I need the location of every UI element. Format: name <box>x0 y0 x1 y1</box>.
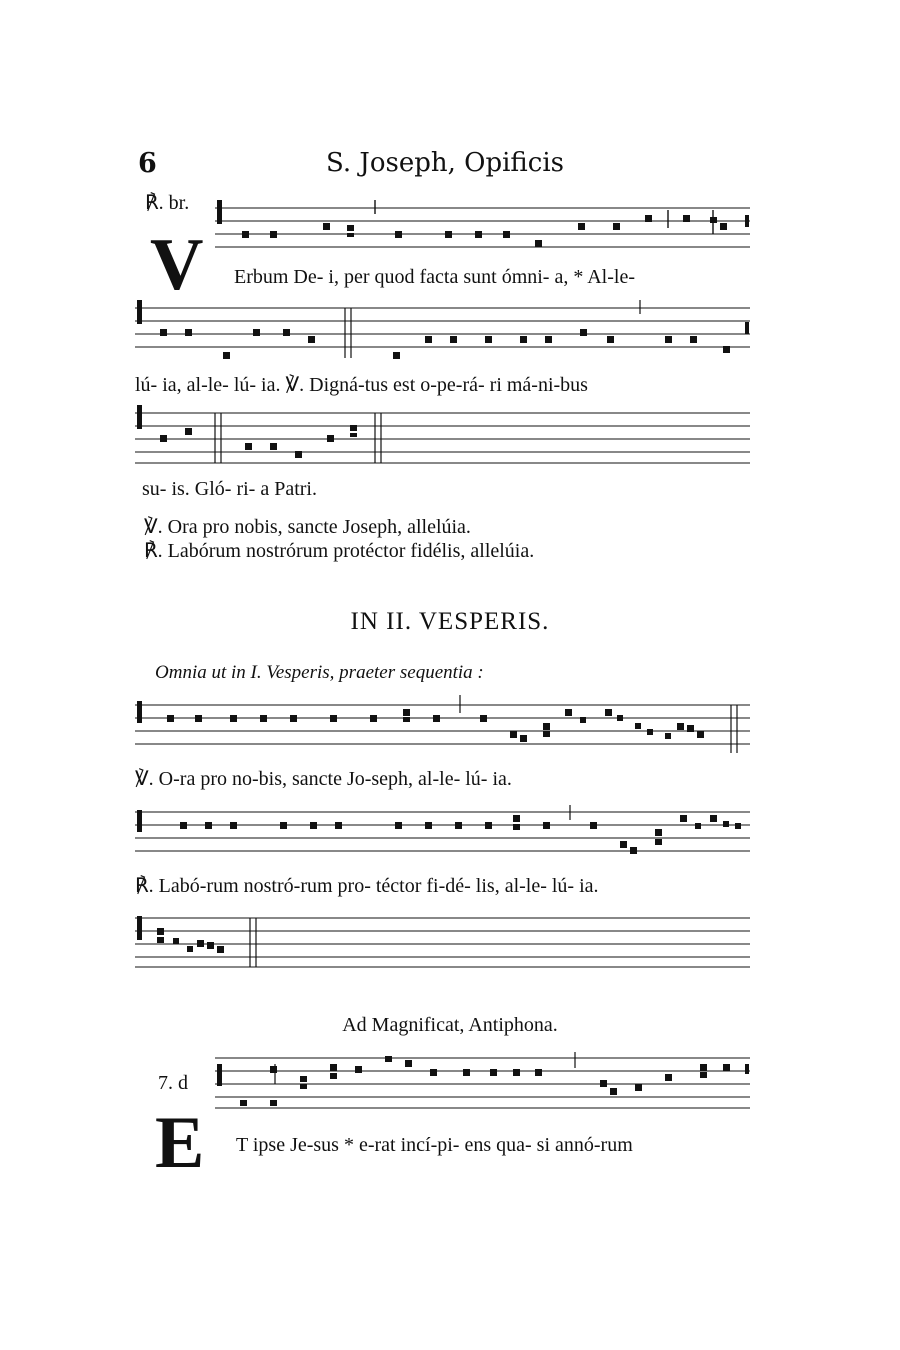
lyric-line: ℣. O-ra pro no-bis, sancte Jo-seph, al-le- lú- ia. <box>135 768 512 790</box>
staff-antiphon <box>215 1052 750 1114</box>
section-heading: IN II. VESPERIS. <box>350 608 550 635</box>
staff-responsory-3 <box>135 405 750 467</box>
responsory-mode: ℟. br. <box>145 192 190 214</box>
page-title: S. Joseph, Opificis <box>326 148 564 178</box>
lyric-line: su- is. Gló- ri- a Patri. <box>142 478 317 500</box>
lyric-line: Erbum De- i, per quod facta sunt ómni- a, * Al-le- <box>234 266 635 288</box>
staff-responsory-1 <box>215 200 750 260</box>
lyric-line: lú- ia, al-le- lú- ia. ℣. Digná-tus est o-pe-rá- ri má-ni-bus <box>135 374 588 396</box>
staff-versicle <box>135 695 750 757</box>
staff-response <box>135 805 750 867</box>
lyric-line: T ipse Je-sus * e-rat incí-pi- ens qua- si annó-rum <box>236 1134 633 1156</box>
staff-responsory-2 <box>135 300 750 360</box>
responsory-initial: V <box>150 224 204 306</box>
page-number: 6 <box>138 148 157 179</box>
antiphon-initial: E <box>155 1102 205 1184</box>
lyric-line: ℟. Labó-rum nostró-rum pro- téctor fi-dé- lis, al-le- lú- ia. <box>135 875 599 897</box>
antiphon-mode: 7. d <box>158 1072 188 1094</box>
response-text: ℟. Labórum nostrórum protéctor fidélis, allelúia. <box>144 540 535 562</box>
staff-ending <box>135 912 750 974</box>
rubric: Omnia ut in I. Vesperis, praeter sequentia : <box>155 662 484 683</box>
versicle-text: ℣. Ora pro nobis, sancte Joseph, allelúia. <box>144 516 471 538</box>
antiphon-subheading: Ad Magnificat, Antiphona. <box>342 1014 558 1036</box>
